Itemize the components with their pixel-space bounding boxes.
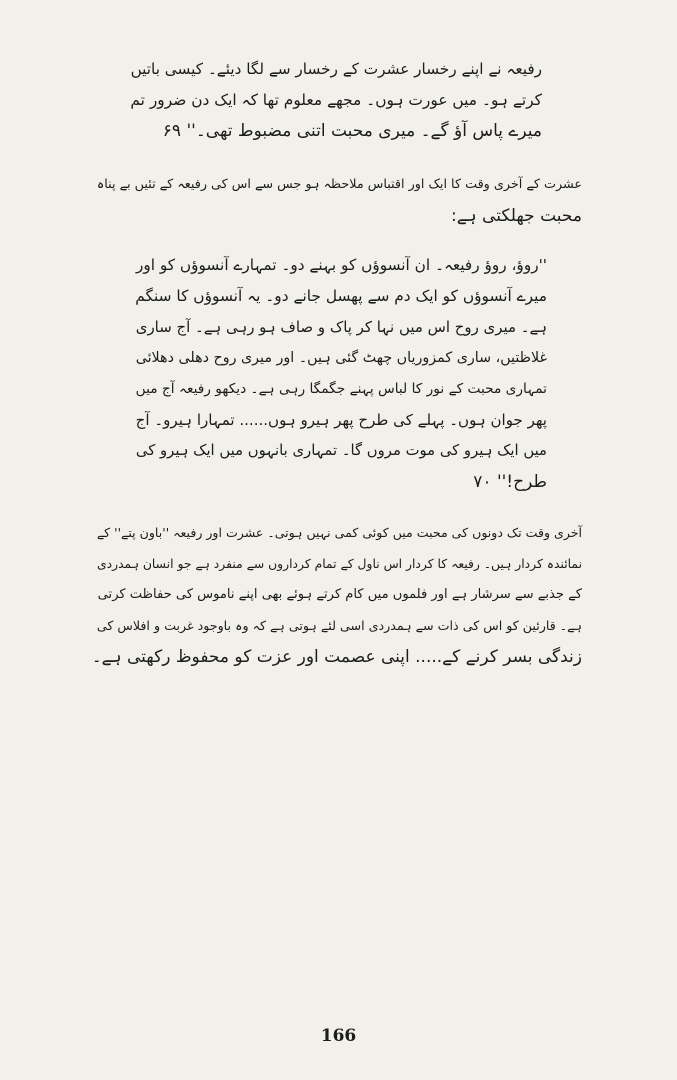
paragraph-line: نمائندہ کردار ہیں۔ رفیعہ کا کردار اس ناول کے تمام کرداروں سے منفرد ہے جو انسان ہمدردی	[96, 557, 582, 571]
intro-line: محبت جھلکتی ہے:	[450, 206, 582, 226]
quote2-line: میرے آنسوؤں کو ایک دم سے پھسل جانے دو۔ یہ آنسوؤں کا سنگم	[135, 287, 547, 305]
quote1-line: کرتے ہو۔ میں عورت ہوں۔ مجھے معلوم تھا کہ ایک دن ضرور تم	[130, 91, 542, 109]
paragraph-line: زندگی بسر کرنے کے..... اپنی عصمت اور عزت کو محفوظ رکھتی ہے۔	[91, 647, 582, 667]
quote1-line: رفیعہ نے اپنے رخسار عشرت کے رخسار سے لگا دیئے۔ کیسی باتیں	[130, 60, 542, 78]
paragraph-line: ہے۔ قارئین کو اس کی ذات سے ہمدردی اسی لئے ہوتی ہے کہ وہ باوجود غربت و افلاس کی	[96, 618, 582, 633]
paragraph-line: آخری وقت تک دونوں کی محبت میں کوئی کمی نہیں ہوتی۔ عشرت اور رفیعہ ''باون پتے'' کے	[96, 525, 582, 540]
intro-line: عشرت کے آخری وقت کا ایک اور اقتباس ملاحظہ ہو جس سے اس کی رفیعہ کے تئیں بے پناہ	[96, 177, 582, 192]
quote2-line: میں ایک ہیرو کی موت مروں گا۔ تمہاری بانہوں میں ایک ہیرو کی	[135, 442, 547, 459]
page-number: 166	[320, 1026, 357, 1046]
quote2-line: تمہاری محبت کے نور کا لباس پہنے جگمگا رہی ہے۔ دیکھو رفیعہ آج میں	[135, 381, 547, 397]
quote2-line: ''روؤ، روؤ رفیعہ۔ ان آنسوؤں کو بہنے دو۔ تمہارے آنسوؤں کو اور	[135, 256, 547, 274]
quote2-line: ہے۔ میری روح اس میں نہا کر پاک و صاف ہو رہی ہے۔ آج ساری	[135, 318, 547, 336]
quote2-line: طرح!'' ۷۰	[473, 472, 547, 492]
quote1-line: میرے پاس آؤ گے۔ میری محبت اتنی مضبوط تھی۔'' ۶۹	[162, 121, 542, 141]
quote2-line: پھر جوان ہوں۔ پہلے کی طرح پھر ہیرو ہوں...... تمہارا ہیرو۔ آج	[135, 411, 547, 429]
quote2-line: غلاظتیں، ساری کمزوریاں چھٹ گئی ہیں۔ اور میری روح دھلی دھلائی	[135, 350, 547, 366]
paragraph-line: کے جذبے سے سرشار ہے اور فلموں میں کام کرتے ہوئے بھی اپنے ناموس کی حفاظت کرتی	[97, 587, 582, 602]
